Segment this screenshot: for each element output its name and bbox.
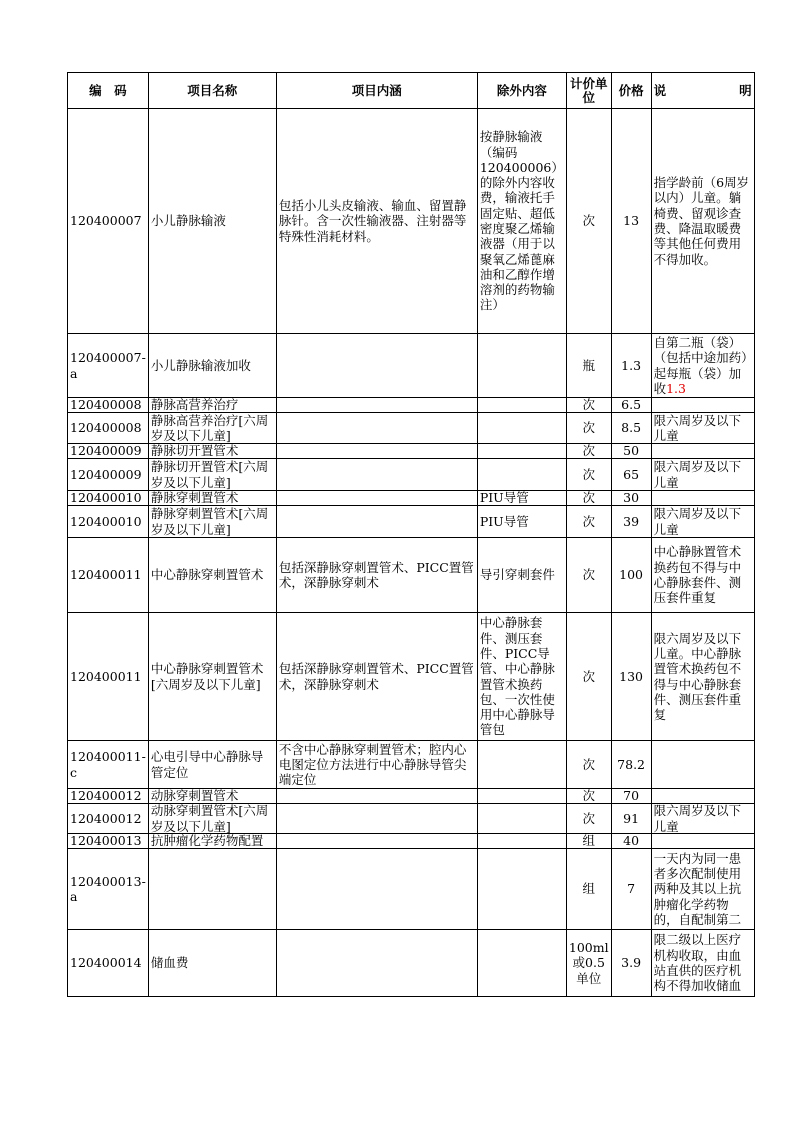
row-exclusions <box>478 804 566 833</box>
row-name: 中心静脉穿刺置管术 <box>150 567 264 583</box>
row-content-cell <box>276 506 477 538</box>
row-unit: 瓶 <box>582 357 595 373</box>
row-unit: 次 <box>582 513 595 529</box>
row-exclusions <box>478 930 566 996</box>
row-price-cell <box>611 538 651 613</box>
row-unit-cell <box>566 804 611 834</box>
header-content: 项目内涵 <box>276 73 477 109</box>
row-content <box>277 834 477 848</box>
row-name: 小儿静脉输液加收 <box>150 357 251 373</box>
row-unit: 次 <box>582 466 595 482</box>
row-code: 120400011 <box>70 668 142 684</box>
row-unit-cell <box>566 334 611 398</box>
row-name: 小儿静脉输液 <box>150 213 226 229</box>
row-code: 120400009 <box>70 466 142 482</box>
row-unit: 组 <box>582 881 595 897</box>
row-name: 静脉切开置管术[六周岁及以下儿童] <box>150 459 269 490</box>
row-name-cell <box>148 538 276 613</box>
row-name-cell <box>148 930 276 997</box>
row-content: 包括深静脉穿刺置管术、PICC置管术，深静脉穿刺术 <box>278 661 474 692</box>
row-note-cell <box>651 741 754 789</box>
row-code-cell <box>68 506 149 538</box>
row-content-cell <box>276 413 477 444</box>
table-row <box>68 413 755 444</box>
row-unit-cell <box>566 506 611 538</box>
row-code-cell <box>68 459 149 491</box>
row-exclusions-cell <box>477 538 566 613</box>
row-exclusions-cell <box>477 804 566 834</box>
note-amount: 1.3 <box>666 380 686 396</box>
row-note <box>652 741 754 788</box>
row-name-cell <box>148 491 276 506</box>
header-unit: 计价单位 <box>566 73 611 109</box>
row-unit-cell <box>566 741 611 789</box>
row-content <box>277 398 477 412</box>
row-price: 39 <box>623 513 640 529</box>
row-unit: 次 <box>582 491 595 505</box>
row-exclusions: PIU导管 <box>479 491 529 505</box>
row-content-cell <box>276 849 477 930</box>
row-price: 7 <box>627 881 636 897</box>
row-unit: 次 <box>582 444 595 458</box>
row-note: 中心静脉置管术换药包不得与中心静脉套件、测压套件重复 <box>653 544 742 606</box>
row-content: 不含中心静脉穿刺置管术；腔内心电图定位方法进行中心静脉导管尖端定位 <box>278 741 467 788</box>
table-row <box>68 491 755 506</box>
row-note-cell <box>651 506 754 538</box>
row-exclusions <box>478 444 566 458</box>
row-price-cell <box>611 506 651 538</box>
row-note-cell <box>651 930 754 997</box>
row-name-cell <box>148 444 276 459</box>
row-note-cell <box>651 444 754 459</box>
row-code-cell <box>68 538 149 613</box>
row-name-cell <box>148 834 276 849</box>
row-name-cell <box>148 413 276 444</box>
row-code: 120400008 <box>70 420 142 436</box>
header-exclusions: 除外内容 <box>477 73 566 109</box>
row-note-cell <box>651 804 754 834</box>
row-code-cell <box>68 804 149 834</box>
row-content-cell <box>276 834 477 849</box>
row-code-cell <box>68 398 149 413</box>
row-code-cell <box>68 849 149 930</box>
price-table <box>67 72 755 997</box>
row-exclusions-cell <box>477 741 566 789</box>
row-price: 65 <box>623 466 640 482</box>
row-exclusions-cell <box>477 459 566 491</box>
row-content-cell <box>276 109 477 334</box>
row-name-cell <box>148 398 276 413</box>
row-code: 120400012 <box>70 810 142 826</box>
row-unit-cell <box>566 834 611 849</box>
row-content <box>277 930 477 996</box>
row-code: 120400007-a <box>70 350 146 381</box>
row-code: 120400010 <box>70 491 142 505</box>
row-unit: 次 <box>582 398 595 412</box>
row-unit-cell <box>566 930 611 997</box>
row-unit-cell <box>566 109 611 334</box>
row-code-cell <box>68 109 149 334</box>
row-note-cell <box>651 849 754 930</box>
row-exclusions-cell <box>477 491 566 506</box>
row-unit: 次 <box>582 756 595 772</box>
row-code-cell <box>68 741 149 789</box>
row-exclusions <box>478 741 566 788</box>
row-price-cell <box>611 491 651 506</box>
row-unit-cell <box>566 398 611 413</box>
table-header-row <box>68 73 755 109</box>
row-exclusions-cell <box>477 398 566 413</box>
row-unit: 组 <box>582 834 595 848</box>
row-name: 心电引导中心静脉导管定位 <box>150 749 264 780</box>
row-price-cell <box>611 834 651 849</box>
row-exclusions-cell <box>477 834 566 849</box>
row-content-cell <box>276 459 477 491</box>
row-exclusions <box>478 789 566 803</box>
row-content-cell <box>276 741 477 789</box>
row-note-cell <box>651 491 754 506</box>
row-code-cell <box>68 834 149 849</box>
header-name: 项目名称 <box>148 73 276 109</box>
row-content <box>277 459 477 490</box>
row-content <box>277 334 477 397</box>
row-name-cell <box>148 849 276 930</box>
table-body <box>68 109 755 997</box>
row-name: 静脉切开置管术 <box>150 444 239 458</box>
row-exclusions-cell <box>477 849 566 930</box>
row-unit-cell <box>566 789 611 804</box>
row-code: 120400011-c <box>70 749 146 780</box>
row-content-cell <box>276 491 477 506</box>
row-unit-cell <box>566 613 611 741</box>
row-content-cell <box>276 334 477 398</box>
table-row <box>68 834 755 849</box>
row-content-cell <box>276 613 477 741</box>
row-name: 静脉高营养治疗[六周岁及以下儿童] <box>150 413 269 443</box>
row-exclusions-cell <box>477 444 566 459</box>
table-row <box>68 849 755 930</box>
row-code-cell <box>68 613 149 741</box>
header-note <box>651 73 754 109</box>
row-price: 13 <box>623 213 640 229</box>
header-price: 价格 <box>611 73 651 109</box>
row-content <box>277 789 477 803</box>
row-name-cell <box>148 334 276 398</box>
table-row <box>68 506 755 538</box>
row-name: 静脉高营养治疗 <box>150 398 239 412</box>
row-code: 120400010 <box>70 513 142 529</box>
row-price: 50 <box>623 444 640 458</box>
row-unit-cell <box>566 491 611 506</box>
row-note-cell <box>651 413 754 444</box>
row-code-cell <box>68 491 149 506</box>
row-content-cell <box>276 538 477 613</box>
table-row <box>68 930 755 997</box>
row-content-cell <box>276 804 477 834</box>
row-exclusions-cell <box>477 109 566 334</box>
row-price-cell <box>611 849 651 930</box>
table-row <box>68 334 755 398</box>
row-code-cell <box>68 789 149 804</box>
row-content: 包括小儿头皮输液、输血、留置静脉针。含一次性输液器、注射器等特殊性消耗材料。 <box>278 198 467 244</box>
row-price: 100 <box>619 567 644 583</box>
row-exclusions-cell <box>477 413 566 444</box>
row-note-cell <box>651 613 754 741</box>
row-unit-cell <box>566 459 611 491</box>
row-note <box>652 834 754 848</box>
row-price-cell <box>611 741 651 789</box>
row-name-cell <box>148 109 276 334</box>
row-price-cell <box>611 613 651 741</box>
row-exclusions <box>478 849 566 929</box>
row-note <box>652 444 754 458</box>
row-price-cell <box>611 398 651 413</box>
row-price: 8.5 <box>621 420 642 436</box>
row-exclusions: 导引穿刺套件 <box>479 567 555 583</box>
row-price-cell <box>611 789 651 804</box>
row-exclusions-cell <box>477 506 566 538</box>
row-unit: 次 <box>582 420 595 436</box>
table-row <box>68 444 755 459</box>
row-price: 6.5 <box>621 398 642 412</box>
row-exclusions <box>478 459 566 490</box>
row-name: 抗肿瘤化学药物配置 <box>150 834 264 848</box>
row-note-cell <box>651 834 754 849</box>
row-note <box>652 334 754 397</box>
row-price: 70 <box>623 789 640 803</box>
row-code: 120400014 <box>70 955 142 971</box>
row-note <box>652 491 754 505</box>
row-name-cell <box>148 741 276 789</box>
row-content-cell <box>276 444 477 459</box>
row-exclusions-cell <box>477 789 566 804</box>
row-price: 30 <box>623 491 640 505</box>
row-note-cell <box>651 789 754 804</box>
row-content <box>277 849 477 929</box>
row-note: 限六周岁及以下儿童 <box>653 459 742 490</box>
row-content: 包括深静脉穿刺置管术、PICC置管术，深静脉穿刺术 <box>278 559 474 590</box>
row-exclusions: 中心静脉套件、测压套件、PICC导管、中心静脉置管术换药包、一次性使用中心静脉导管包 <box>479 615 555 738</box>
row-note <box>652 398 754 412</box>
row-content <box>277 491 477 505</box>
row-exclusions-cell <box>477 334 566 398</box>
row-price: 1.3 <box>621 357 642 373</box>
table-row <box>68 109 755 334</box>
row-note: 指学龄前（6周岁以内）儿童。躺椅费、留观诊查费、降温取暖费等其他任何费用不得加收。 <box>653 175 750 267</box>
row-exclusions-cell <box>477 613 566 741</box>
row-note-cell <box>651 398 754 413</box>
row-code-cell <box>68 444 149 459</box>
row-unit: 100ml或0.5单位 <box>568 940 609 986</box>
header-note-right: 明 <box>739 82 752 98</box>
row-unit: 次 <box>582 567 595 583</box>
header-note-left: 说 <box>653 82 667 98</box>
row-code: 120400008 <box>70 398 142 412</box>
row-note: 限六周岁及以下儿童。中心静脉置管术换药包不得与中心静脉套件、测压套件重复 <box>653 630 742 723</box>
row-name: 动脉穿刺置管术[六周岁及以下儿童] <box>150 804 269 833</box>
row-note: 限六周岁及以下儿童 <box>653 506 742 537</box>
row-price: 78.2 <box>617 756 646 772</box>
table-row <box>68 789 755 804</box>
row-code: 120400012 <box>70 789 142 803</box>
row-name-cell <box>148 789 276 804</box>
row-unit: 次 <box>582 213 595 229</box>
row-note-cell <box>651 538 754 613</box>
row-unit: 次 <box>582 789 595 803</box>
table-row <box>68 459 755 491</box>
table-row <box>68 741 755 789</box>
row-code: 120400013-a <box>70 873 146 904</box>
row-price-cell <box>611 109 651 334</box>
row-content-cell <box>276 930 477 997</box>
note-text: 自第二瓶（袋）（包括中途加药）起每瓶（袋）加收 <box>653 334 748 396</box>
row-note <box>652 789 754 803</box>
table-row <box>68 613 755 741</box>
row-price-cell <box>611 444 651 459</box>
row-name: 静脉穿刺置管术 <box>150 491 239 505</box>
row-unit-cell <box>566 538 611 613</box>
row-code-cell <box>68 930 149 997</box>
row-content <box>277 506 477 537</box>
row-name-cell <box>148 506 276 538</box>
row-name-cell <box>148 804 276 834</box>
header-code: 编 码 <box>68 73 149 109</box>
row-note: 一天内为同一患者多次配制使用两种及其以上抗肿瘤化学药物的，自配制第二 <box>653 850 742 927</box>
row-exclusions <box>478 413 566 443</box>
row-note-cell <box>651 459 754 491</box>
row-exclusions-cell <box>477 930 566 997</box>
row-unit: 次 <box>582 810 595 826</box>
row-name: 动脉穿刺置管术 <box>150 789 239 803</box>
row-code: 120400011 <box>70 567 142 583</box>
row-content-cell <box>276 789 477 804</box>
row-note-cell <box>651 109 754 334</box>
row-unit-cell <box>566 444 611 459</box>
row-code-cell <box>68 413 149 444</box>
row-note: 限六周岁及以下儿童 <box>653 804 742 833</box>
row-name-cell <box>148 459 276 491</box>
row-unit-cell <box>566 413 611 444</box>
row-price-cell <box>611 804 651 834</box>
row-exclusions: 按静脉输液（编码120400006）的除外内容收费，输液托手固定贴、超低密度聚乙烯输液器（用于以聚氧乙烯蓖麻油和乙醇作增溶剂的药物输注） <box>479 129 564 313</box>
row-note-cell <box>651 334 754 398</box>
row-price-cell <box>611 930 651 997</box>
row-content <box>277 804 477 833</box>
row-name <box>149 849 276 929</box>
row-code: 120400013 <box>70 834 142 848</box>
row-exclusions <box>478 398 566 412</box>
row-name: 静脉穿刺置管术[六周岁及以下儿童] <box>150 506 269 537</box>
row-code: 120400007 <box>70 213 142 229</box>
row-note: 限二级以上医疗机构收取，由血站直供的医疗机构不得加收储血 <box>653 932 742 994</box>
row-content <box>277 413 477 443</box>
row-price-cell <box>611 413 651 444</box>
table-row <box>68 398 755 413</box>
row-price: 130 <box>619 668 644 684</box>
table-row <box>68 538 755 613</box>
row-code: 120400009 <box>70 444 142 458</box>
row-content <box>277 444 477 458</box>
row-name: 储血费 <box>150 955 189 971</box>
row-name-cell <box>148 613 276 741</box>
row-exclusions <box>478 334 566 397</box>
row-note: 限六周岁及以下儿童 <box>653 413 742 443</box>
row-price: 3.9 <box>621 955 642 971</box>
table-row <box>68 804 755 834</box>
row-price-cell <box>611 334 651 398</box>
row-unit-cell <box>566 849 611 930</box>
row-exclusions: PIU导管 <box>479 513 529 529</box>
row-price: 91 <box>623 810 640 826</box>
row-code-cell <box>68 334 149 398</box>
row-price: 40 <box>623 834 640 848</box>
row-price-cell <box>611 459 651 491</box>
row-name: 中心静脉穿刺置管术[六周岁及以下儿童] <box>150 661 264 692</box>
row-content-cell <box>276 398 477 413</box>
row-exclusions <box>478 834 566 848</box>
row-unit: 次 <box>582 668 595 684</box>
